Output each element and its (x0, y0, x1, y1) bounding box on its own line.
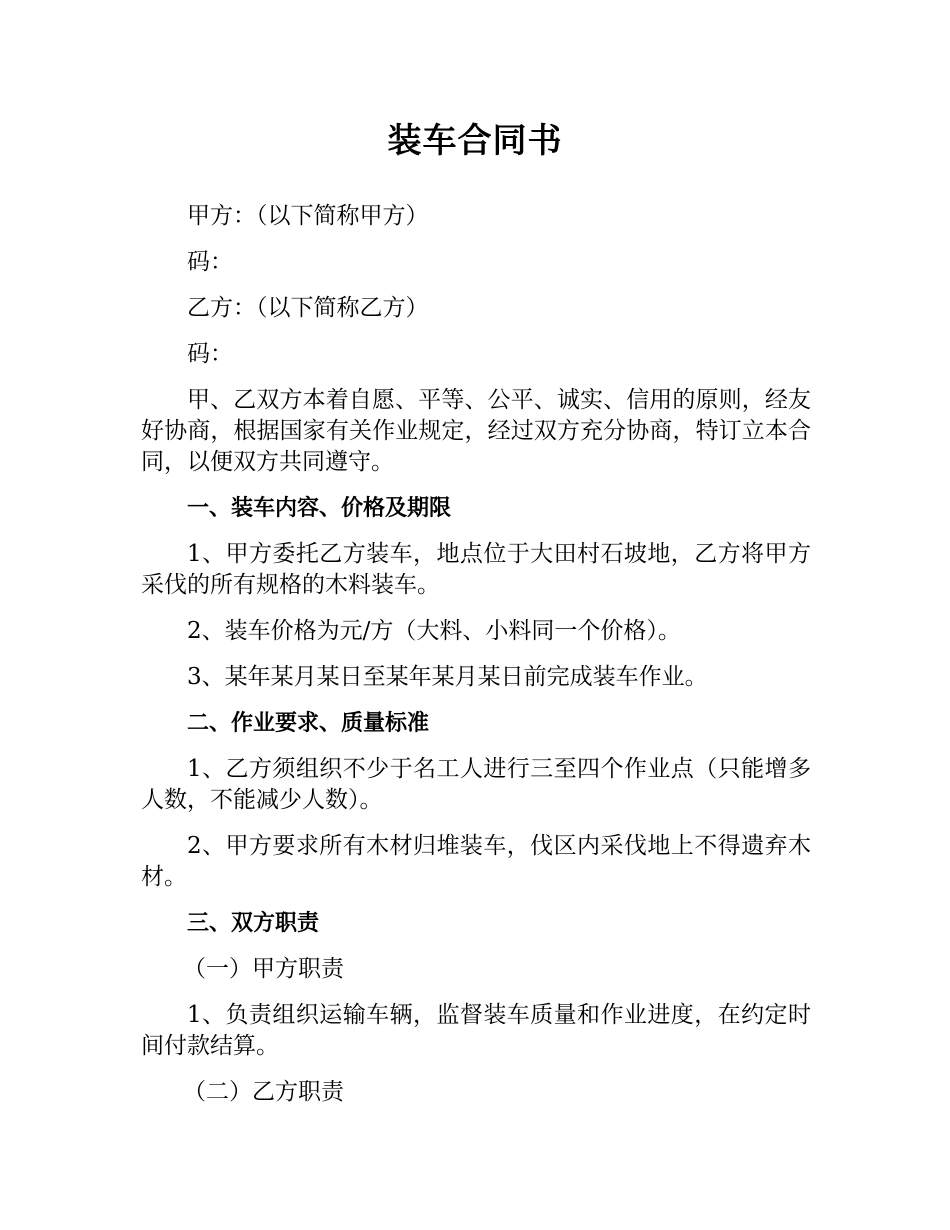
party-a-line: 甲方：（以下简称甲方） (187, 203, 429, 229)
subsection-party-a-duties: （一）甲方职责 (183, 956, 344, 982)
section-heading-2: 二、作业要求、质量标准 (187, 711, 430, 736)
clause-1-3: 3、某年某月某日至某年某月某日前完成装车作业。 (187, 664, 708, 690)
party-b-code-line: 码： (187, 341, 233, 367)
clause-1-2: 2、装车价格为元/方（大料、小料同一个价格）。 (187, 618, 681, 644)
clause-2-2: 2、甲方要求所有木材归堆装车，伐区内采伐地上不得遗弃木材。 (141, 833, 811, 890)
clause-2-1: 1、乙方须组织不少于名工人进行三至四个作业点（只能增多人数，不能减少人数）。 (141, 756, 811, 813)
party-b-line: 乙方：（以下简称乙方） (187, 295, 429, 321)
clause-3-a-1: 1、负责组织运输车辆，监督装车质量和作业进度，在约定时间付款结算。 (141, 1002, 811, 1059)
subsection-party-b-duties: （二）乙方职责 (183, 1079, 344, 1105)
preamble-paragraph: 甲、乙双方本着自愿、平等、公平、诚实、信用的原则，经友好协商，根据国家有关作业规定，经过双方充分协商，特订立本合同，以便双方共同遵守。 (141, 387, 811, 475)
party-a-code-line: 码： (187, 249, 233, 275)
clause-1-1: 1、甲方委托乙方装车，地点位于大田村石坡地，乙方将甲方采伐的所有规格的木料装车。 (141, 541, 811, 598)
section-heading-1: 一、装车内容、价格及期限 (187, 496, 452, 521)
document-title: 装车合同书 (387, 121, 563, 161)
section-heading-3: 三、双方职责 (187, 911, 320, 936)
document-body (141, 201, 811, 1123)
